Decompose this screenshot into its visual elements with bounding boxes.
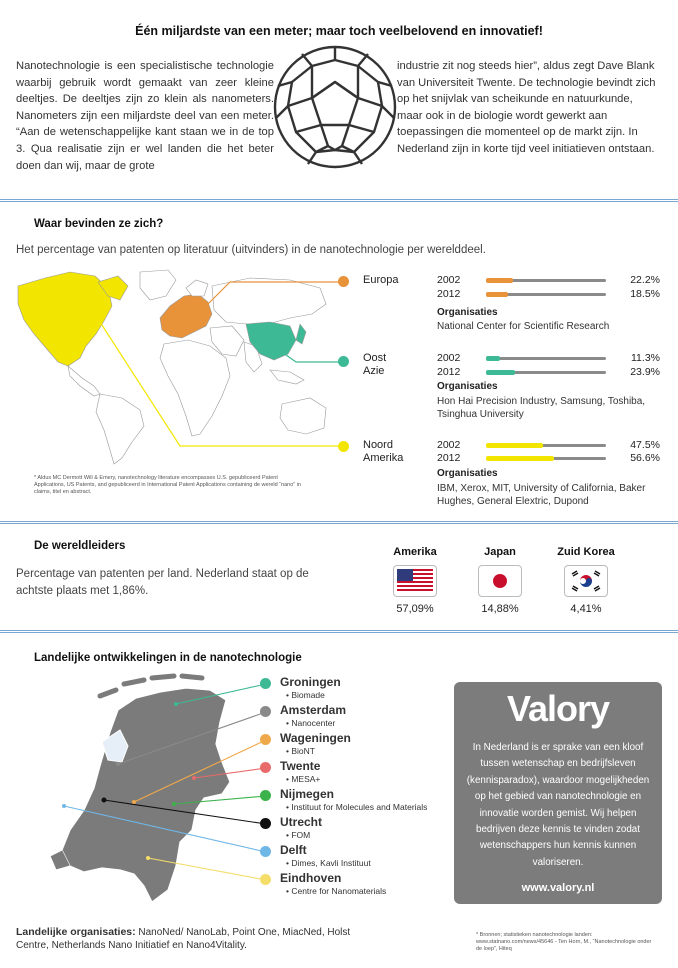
oost-azie-dot (338, 356, 349, 367)
europa-bar-2002 (486, 279, 606, 282)
city-name-groningen: Groningen (280, 675, 341, 689)
city-institute-amsterdam: • Nanocenter (286, 718, 336, 728)
oost-azie-pct-2002: 11.3% (631, 352, 660, 364)
flag-japan-icon (478, 565, 522, 597)
europa-year-2002: 2002 (437, 274, 461, 286)
section-subtitle-leaders: Percentage van patenten per land. Nederland staat op de achtste plaats met 1,86%. (16, 568, 309, 597)
valory-url-link[interactable]: www.valory.nl (521, 882, 595, 894)
country-pct-zuid-korea: 4,41% (570, 603, 602, 615)
netherlands-connector-lines (0, 670, 280, 910)
intro-text-right: industrie zit nog steeds hier”, aldus zegt Dave Blank van Universiteit Twente. De technologie bevindt zich op het snijvlak van scheikunde en natuurkunde, maar ook in de biologie wordt gewerkt aan toepassingen die momenteel op de markt zijn. In Nederland zijn in korte tijd veel initiatieven ontstaan. (397, 60, 656, 155)
flag-south-korea-icon (564, 565, 608, 597)
country-pct-japan: 14,88% (481, 603, 519, 615)
noord-amerika-dot (338, 441, 349, 452)
noord-amerika-bar-2002 (486, 444, 606, 447)
section-divider (0, 521, 678, 524)
region-name-amerika: Amerika (363, 452, 404, 464)
section-heading-netherlands: Landelijke ontwikkelingen in de nanotechnologie (34, 652, 302, 664)
noord-amerika-year-2002: 2002 (437, 439, 461, 451)
flag-usa-icon (393, 565, 437, 597)
section-subtitle-locations: Het percentage van patenten op literatuur (uitvinders) in de nanotechnologie per werelddeel. (16, 244, 486, 256)
city-institute-utrecht: • FOM (286, 830, 311, 840)
city-name-amsterdam: Amsterdam (280, 703, 347, 717)
country-name-amerika: Amerika (393, 546, 437, 558)
noord-amerika-org-list: IBM, Xerox, MIT, University of California, Baker Hughes, General Elextric, Dupond (437, 483, 646, 507)
oost-azie-bar-2002-fill (486, 356, 500, 361)
europa-org-heading: Organisaties (437, 307, 498, 318)
country-name-japan: Japan (484, 546, 516, 558)
europa-pct-2002: 22.2% (630, 274, 660, 286)
region-name-noord: Noord (363, 439, 393, 451)
city-institute-wageningen: • BioNT (286, 746, 315, 756)
oost-azie-year-2012: 2012 (437, 366, 461, 378)
city-name-nijmegen: Nijmegen (280, 787, 335, 801)
city-name-twente: Twente (280, 759, 321, 773)
city-dot-delft (260, 846, 271, 857)
city-name-delft: Delft (280, 843, 307, 857)
region-name-azie: Azie (363, 365, 385, 377)
map-connector-lines (0, 266, 350, 466)
section-heading-locations: Waar bevinden ze zich? (34, 218, 164, 230)
city-dot-wageningen (260, 734, 271, 745)
noord-amerika-year-2012: 2012 (437, 452, 461, 464)
europa-pct-2012: 18.5% (630, 288, 660, 300)
valory-description: In Nederland is er sprake van een kloof tussen wetenschap en bedrijfsleven (kennisparadox), waardoor mogelijkheden op het gebied van nanotechnologie en innovatie worden gemist. Wij helpen bedrijven deze kennis te vinden zodat wetenschappers hun kennis kunnen valoriseren. (466, 742, 650, 868)
page-title: Één miljardste van een meter; maar toch veelbelovend en innovatief! (135, 24, 543, 38)
oost-azie-bar-2012 (486, 371, 606, 374)
noord-amerika-pct-2012: 56.6% (630, 452, 660, 464)
country-name-zuid-korea: Zuid Korea (557, 546, 615, 558)
valory-logo (454, 688, 662, 730)
oost-azie-org-heading: Organisaties (437, 381, 498, 392)
city-dot-utrecht (260, 818, 271, 829)
city-institute-delft: • Dimes, Kavli Instituut (286, 858, 371, 868)
noord-amerika-bar-2012-fill (486, 456, 554, 461)
region-name-oost: Oost (363, 352, 387, 364)
section-divider (0, 199, 678, 202)
country-pct-amerika: 57,09% (396, 603, 434, 615)
national-organisations-label: Landelijke organisaties: (16, 926, 136, 938)
europa-bar-2012-fill (486, 292, 508, 297)
city-name-utrecht: Utrecht (280, 815, 323, 829)
noord-amerika-bar-2002-fill (486, 443, 543, 448)
oost-azie-year-2002: 2002 (437, 352, 461, 364)
section-heading-leaders: De wereldleiders (34, 540, 126, 552)
oost-azie-pct-2012: 23.9% (630, 366, 660, 378)
fullerene-illustration (270, 42, 400, 172)
section-divider (0, 630, 678, 633)
intro-text-left: Nanotechnologie is een specialistische technologie waarbij gebruik wordt gemaakt van zeer kleine deeltjes. De deeltjes zijn zo klein als nanometers. Nanometers zijn een miljardste deel van een meter. “Aan de wetenschappelijke kant staan we in de top 3. Qua realisatie zijn er wel landen die het beter doen dan wij, maar de grote (16, 60, 274, 172)
sources-note: * Bronnen; statistieken nanotechnologie landen: www.statnano.com/news/45646 - Ten Horn, M., “Nanotechnologie onder de loep”, Hiteq (476, 932, 652, 952)
city-dot-nijmegen (260, 790, 271, 801)
city-dot-twente (260, 762, 271, 773)
noord-amerika-org-heading: Organisaties (437, 468, 498, 479)
europa-year-2012: 2012 (437, 288, 461, 300)
city-institute-twente: • MESA+ (286, 774, 321, 784)
europa-org-list: National Center for Scientific Research (437, 321, 610, 332)
city-institute-nijmegen: • Instituut for Molecules and Materials (286, 802, 428, 812)
city-name-wageningen: Wageningen (280, 731, 351, 745)
noord-amerika-pct-2002: 47.5% (630, 439, 660, 451)
city-dot-amsterdam (260, 706, 271, 717)
city-name-eindhoven: Eindhoven (280, 871, 342, 885)
city-institute-eindhoven: • Centre for Nanomaterials (286, 886, 387, 896)
europa-bar-2012 (486, 293, 606, 296)
valory-logo-text: Valory (506, 688, 610, 729)
city-institute-groningen: • Biomade (286, 690, 325, 700)
region-name-europa: Europa (363, 274, 399, 286)
europa-bar-2002-fill (486, 278, 513, 283)
national-organisations-text: NanoNed/ NanoLab, Point One, MiacNed, Holst Centre, Netherlands Nano Initiatief en Nano4Vitality. (16, 927, 351, 951)
oost-azie-bar-2012-fill (486, 370, 515, 375)
map-footnote: * Aldus MC Dermott Will & Emery, nanotechnology literature encompasses U.S. gepubliceerd Patent Applications, US Patents, and gepubliceerd in International Patent Applications containing de wereld “nano” in claims, titel en abstract. (34, 475, 301, 495)
national-organisations (16, 926, 376, 952)
oost-azie-bar-2002 (486, 357, 606, 360)
city-dot-eindhoven (260, 874, 271, 885)
city-dot-groningen (260, 678, 271, 689)
noord-amerika-bar-2012 (486, 457, 606, 460)
oost-azie-org-list: Hon Hai Precision Industry, Samsung, Toshiba, Tsinghua University (437, 396, 646, 420)
europa-dot (338, 276, 349, 287)
valory-box (454, 682, 662, 904)
